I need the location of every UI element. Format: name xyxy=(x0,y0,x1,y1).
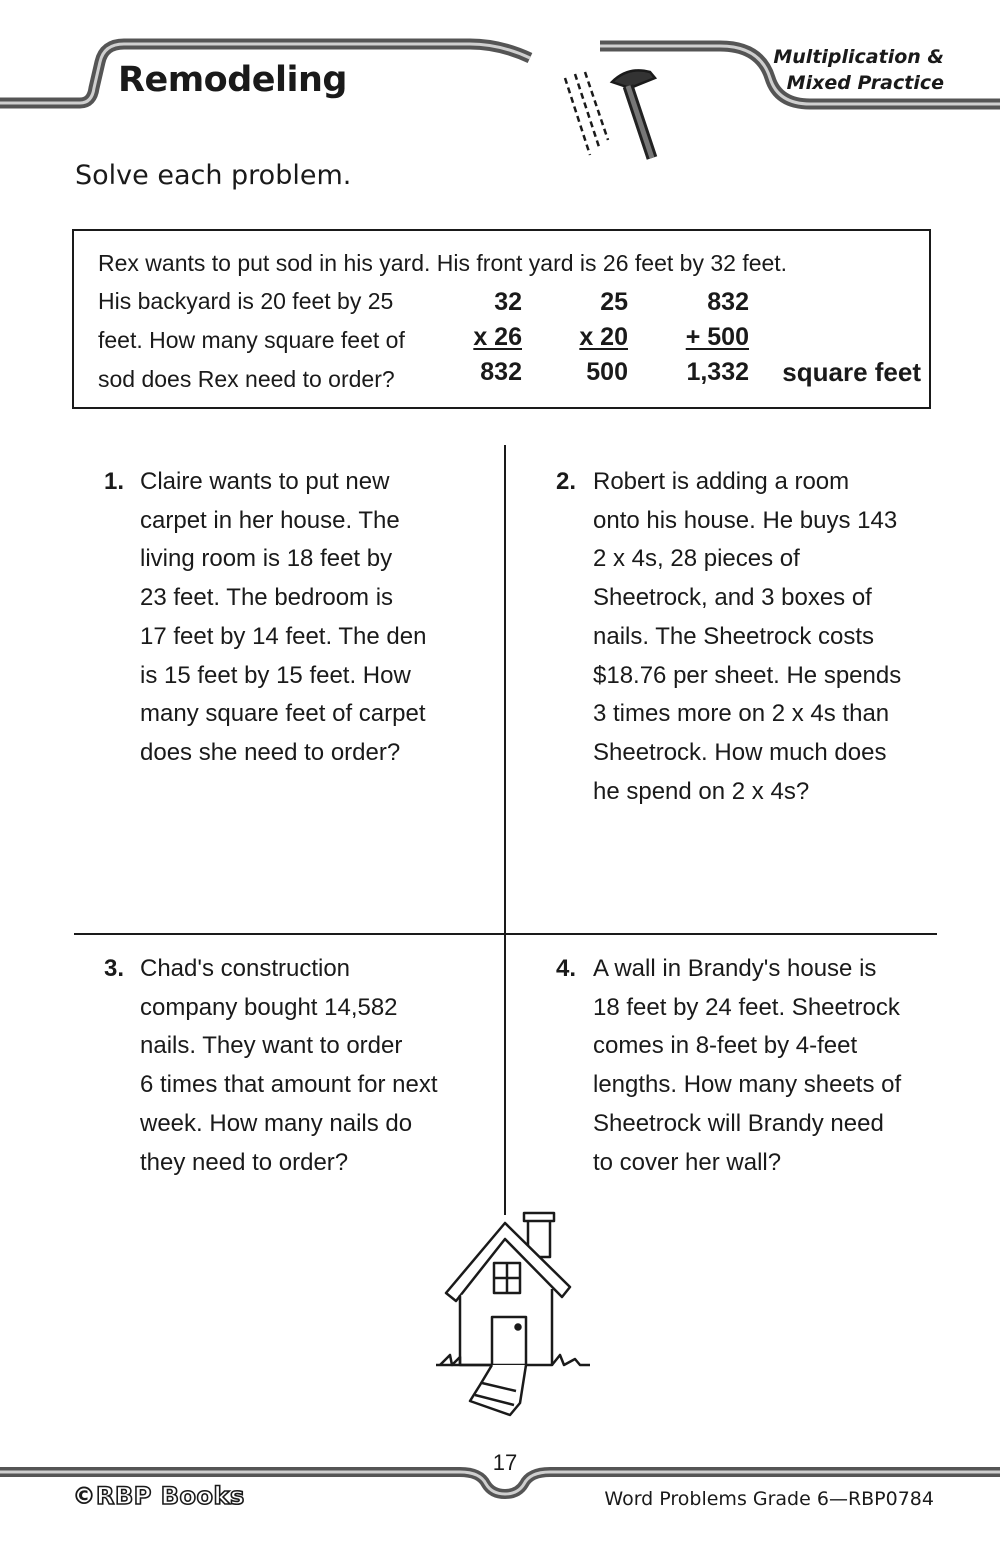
example-problem-box xyxy=(72,229,931,409)
subtitle-line-1: Multiplication & xyxy=(773,46,944,68)
problem-number: 1. xyxy=(104,468,125,495)
answer-unit: square feet xyxy=(782,357,921,387)
page-number: 17 xyxy=(492,1450,518,1475)
problem-text: Claire wants to put new carpet in her house. The living room is 18 feet by 23 feet. The bedroom is 17 feet by 14 feet. The den is 15 feet by 15 feet. How many square feet of carpet does she need to order? xyxy=(140,468,427,766)
copyright-symbol: © xyxy=(72,1482,96,1510)
example-text-line: sod does Rex need to order? xyxy=(98,366,395,392)
calc3-operand: + 500 xyxy=(685,323,749,351)
book-info: Word Problems Grade 6—RBP0784 xyxy=(604,1488,934,1510)
example-text-line: His backyard is 20 feet by 25 xyxy=(98,288,394,314)
section-subtitle xyxy=(773,44,944,96)
problem-text: A wall in Brandy's house is 18 feet by 24 feet. Sheetrock comes in 8-feet by 4-feet lengths. How many sheets of Sheetrock will Brandy need to cover her wall? xyxy=(593,955,902,1176)
calc3-top: 832 xyxy=(707,288,749,316)
problem-number: 2. xyxy=(556,468,577,495)
calc2-top: 25 xyxy=(600,288,628,316)
hammer-icon xyxy=(565,70,655,158)
calc1-operand: x 26 xyxy=(473,323,522,351)
grid-divider-vertical xyxy=(504,445,506,1215)
problem-text: Chad's construction company bought 14,582 nails. They want to order 6 times that amount for next week. How many nails do they need to order? xyxy=(140,955,438,1176)
calc1-top: 32 xyxy=(494,288,522,316)
calc1-result: 832 xyxy=(480,358,522,386)
example-text-line: feet. How many square feet of xyxy=(98,327,405,353)
problem-text: Robert is adding a room onto his house. He buys 143 2 x 4s, 28 pieces of Sheetrock, and 3 boxes of nails. The Sheetrock costs $18.76 per sheet. He spends 3 times more on 2 x 4s than Sheetrock. How much does he spend on 2 x 4s? xyxy=(593,468,902,805)
calc3-result: 1,332 xyxy=(686,358,749,386)
problem-number: 4. xyxy=(556,955,577,982)
calc2-result: 500 xyxy=(586,358,628,386)
publisher-logo xyxy=(72,1482,245,1510)
calc2-operand: x 20 xyxy=(579,323,628,351)
instructions: Solve each problem. xyxy=(75,160,352,191)
page-title: Remodeling xyxy=(118,60,347,100)
problem-number: 3. xyxy=(104,955,125,982)
grid-divider-horizontal xyxy=(74,933,937,935)
example-text-line: Rex wants to put sod in his yard. His front yard is 26 feet by 32 feet. xyxy=(98,250,788,276)
subtitle-line-2: Mixed Practice xyxy=(786,72,944,94)
logo-text: RBP Books xyxy=(96,1482,245,1510)
house-illustration xyxy=(430,1205,600,1425)
